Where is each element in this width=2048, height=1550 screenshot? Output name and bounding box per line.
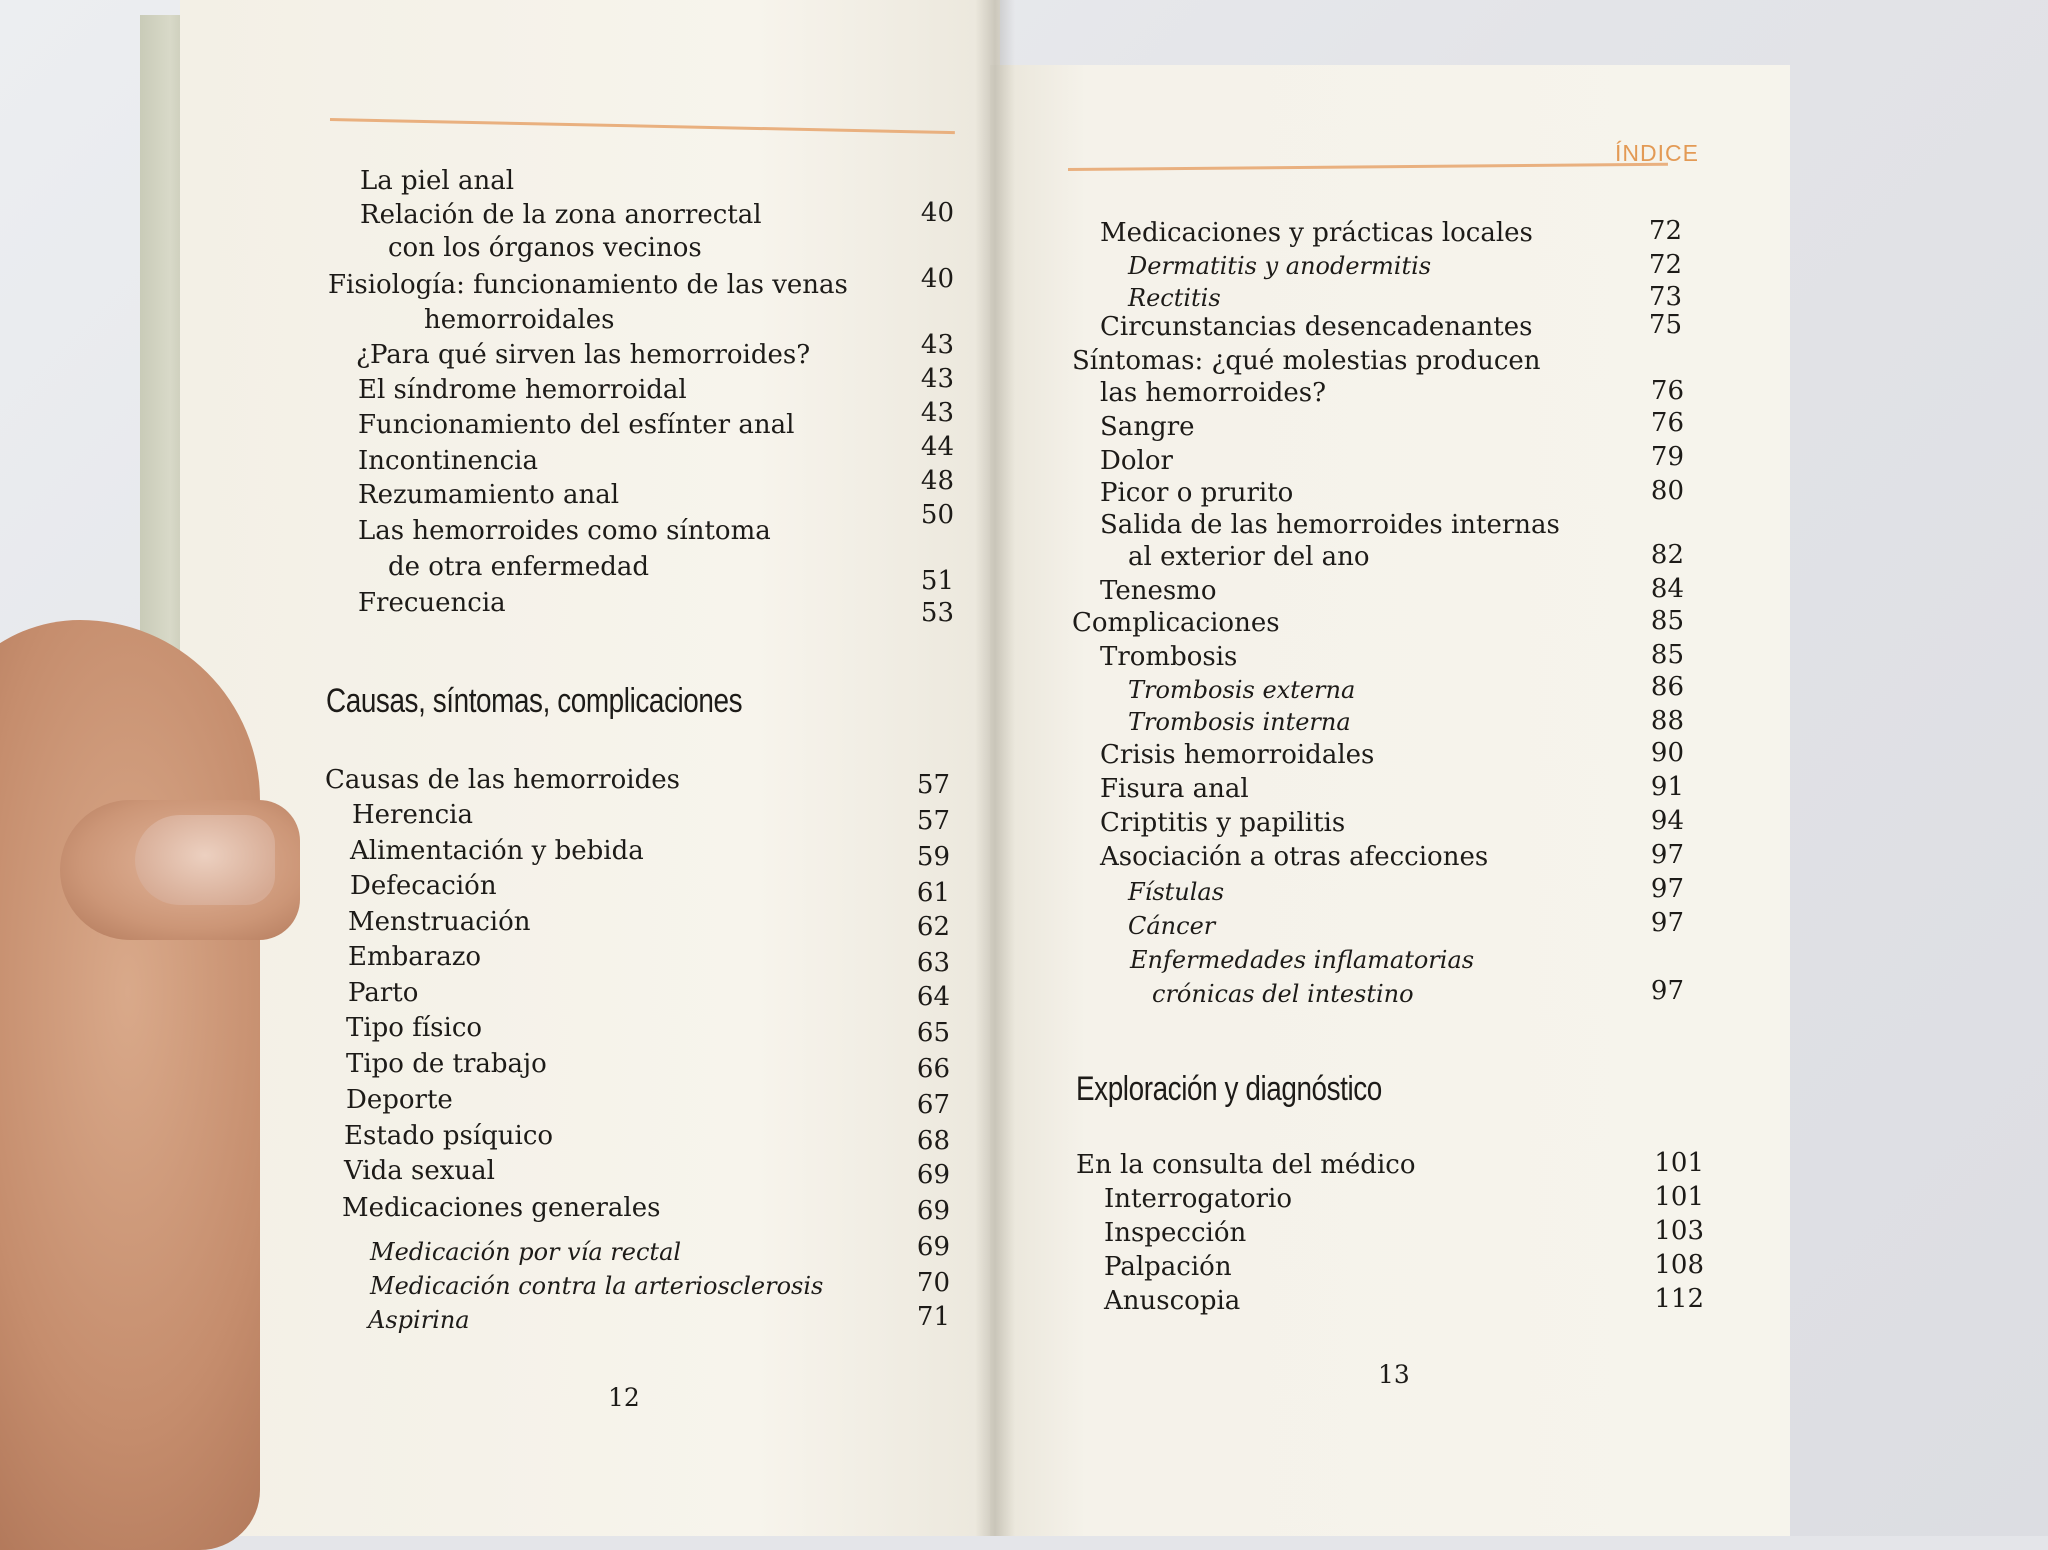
toc-entry: Interrogatorio: [1104, 1184, 1293, 1214]
toc-entry: Embarazo: [348, 942, 482, 972]
toc-page-number: 91: [1650, 772, 1684, 802]
toc-entry: Fisura anal: [1100, 774, 1249, 804]
toc-page-number: 51: [920, 566, 954, 596]
toc-page-number: 101: [1654, 1148, 1704, 1178]
toc-entry: Funcionamiento del esfínter anal: [358, 410, 795, 440]
toc-page-number: 80: [1650, 476, 1684, 506]
toc-page-number: 90: [1650, 738, 1684, 768]
toc-entry: Inspección: [1104, 1218, 1247, 1248]
toc-page-number: 69: [916, 1160, 950, 1190]
page-number-right: 13: [1378, 1360, 1410, 1389]
toc-entry: Palpación: [1104, 1252, 1232, 1282]
toc-page-number: 84: [1650, 574, 1684, 604]
page-number-left: 12: [608, 1383, 640, 1412]
toc-entry: Síntomas: ¿qué molestias producen: [1072, 346, 1541, 376]
toc-entry: Rectitis: [1128, 284, 1221, 312]
toc-page-number: 69: [916, 1196, 950, 1226]
toc-page-number: 85: [1650, 640, 1684, 670]
toc-entry: Vida sexual: [344, 1156, 495, 1186]
toc-page-number: 66: [916, 1054, 950, 1084]
book-gutter: [975, 0, 1015, 1536]
toc-entry: Parto: [348, 978, 419, 1008]
toc-entry: Las hemorroides como síntoma: [358, 516, 771, 546]
toc-page-number: 73: [1648, 282, 1682, 312]
toc-entry: La piel anal: [360, 166, 515, 196]
toc-page-number: 65: [916, 1018, 950, 1048]
toc-entry: En la consulta del médico: [1076, 1150, 1416, 1180]
toc-entry: Tipo físico: [346, 1013, 483, 1043]
toc-page-number: 40: [920, 198, 954, 228]
toc-entry: Enfermedades inflamatorias: [1130, 946, 1475, 974]
toc-page-number: 112: [1654, 1284, 1704, 1314]
toc-entry: Deporte: [346, 1085, 453, 1115]
toc-entry: Cáncer: [1128, 912, 1216, 940]
toc-entry: Medicación contra la arteriosclerosis: [370, 1272, 824, 1300]
toc-entry: Herencia: [352, 800, 473, 830]
toc-page-number: 40: [920, 264, 954, 294]
toc-entry: Dolor: [1100, 446, 1173, 476]
toc-page-number: 72: [1648, 216, 1682, 246]
toc-entry: Criptitis y papilitis: [1100, 808, 1346, 838]
toc-entry: Medicaciones y prácticas locales: [1100, 218, 1533, 248]
toc-page-number: 97: [1650, 840, 1684, 870]
toc-page-number: 63: [916, 948, 950, 978]
toc-entry: Aspirina: [368, 1306, 470, 1334]
toc-page-number: 97: [1650, 874, 1684, 904]
toc-page-number: 103: [1654, 1216, 1704, 1246]
toc-page-number: 71: [916, 1302, 950, 1332]
toc-entry: Incontinencia: [358, 446, 538, 476]
toc-page-number: 64: [916, 982, 950, 1012]
toc-entry: Estado psíquico: [344, 1121, 554, 1151]
toc-entry: Dermatitis y anodermitis: [1128, 252, 1432, 280]
toc-page-number: 57: [916, 770, 950, 800]
toc-page-number: 72: [1648, 250, 1682, 280]
toc-entry: con los órganos vecinos: [388, 233, 702, 263]
toc-entry: Causas de las hemorroides: [325, 765, 680, 795]
toc-page-number: 67: [916, 1090, 950, 1120]
toc-page-number: 44: [920, 432, 954, 462]
toc-entry: Medicación por vía rectal: [370, 1238, 682, 1266]
toc-page-number: 43: [920, 330, 954, 360]
toc-entry: Trombosis externa: [1128, 676, 1356, 704]
toc-page-number: 85: [1650, 606, 1684, 636]
toc-entry: Crisis hemorroidales: [1100, 740, 1375, 770]
toc-entry: Alimentación y bebida: [350, 836, 644, 866]
toc-entry: Sangre: [1100, 412, 1195, 442]
toc-page-number: 88: [1650, 706, 1684, 736]
thumbnail: [135, 815, 275, 905]
toc-page-number: 50: [920, 500, 954, 530]
toc-entry: Rezumamiento anal: [358, 480, 620, 510]
section-heading-causas: Causas, síntomas, complicaciones: [326, 682, 743, 720]
toc-entry: Relación de la zona anorrectal: [360, 200, 762, 230]
toc-entry: Salida de las hemorroides internas: [1100, 510, 1560, 540]
toc-entry: ¿Para qué sirven las hemorroides?: [356, 340, 811, 370]
toc-page-number: 62: [916, 912, 950, 942]
toc-page-number: 69: [916, 1232, 950, 1262]
toc-page-number: 53: [920, 598, 954, 628]
toc-entry: Fístulas: [1128, 878, 1225, 906]
toc-entry: El síndrome hemorroidal: [358, 375, 687, 405]
section-heading-exploracion: Exploración y diagnóstico: [1076, 1070, 1382, 1108]
toc-entry: Frecuencia: [358, 588, 506, 618]
toc-entry: Trombosis interna: [1128, 708, 1351, 736]
toc-page-number: 59: [916, 842, 950, 872]
toc-page-number: 48: [920, 466, 954, 496]
toc-page-number: 68: [916, 1126, 950, 1156]
toc-entry: crónicas del intestino: [1152, 980, 1414, 1008]
toc-page-number: 76: [1650, 376, 1684, 406]
toc-page-number: 61: [916, 878, 950, 908]
toc-entry: Fisiología: funcionamiento de las venas: [328, 270, 848, 300]
toc-entry: Anuscopia: [1104, 1286, 1241, 1316]
toc-page-number: 76: [1650, 408, 1684, 438]
toc-entry: Medicaciones generales: [342, 1193, 661, 1223]
toc-entry: Menstruación: [348, 907, 531, 937]
running-head: ÍNDICE: [1615, 140, 1699, 166]
toc-entry: Tenesmo: [1100, 576, 1217, 606]
toc-page-number: 79: [1650, 442, 1684, 472]
toc-page-number: 43: [920, 364, 954, 394]
toc-entry: al exterior del ano: [1128, 542, 1370, 572]
toc-page-number: 70: [916, 1268, 950, 1298]
toc-page-number: 97: [1650, 976, 1684, 1006]
toc-entry: de otra enfermedad: [388, 552, 649, 582]
toc-page-number: 43: [920, 398, 954, 428]
toc-entry: Complicaciones: [1072, 608, 1280, 638]
toc-page-number: 82: [1650, 540, 1684, 570]
toc-page-number: 94: [1650, 806, 1684, 836]
toc-page-number: 101: [1654, 1182, 1704, 1212]
toc-page-number: 57: [916, 806, 950, 836]
toc-page-number: 86: [1650, 672, 1684, 702]
toc-entry: las hemorroides?: [1100, 378, 1327, 408]
toc-entry: Circunstancias desencadenantes: [1100, 312, 1533, 342]
toc-page-number: 108: [1654, 1250, 1704, 1280]
toc-page-number: 97: [1650, 908, 1684, 938]
toc-entry: Tipo de trabajo: [346, 1049, 547, 1079]
toc-entry: Asociación a otras afecciones: [1100, 842, 1489, 872]
toc-entry: Trombosis: [1100, 642, 1238, 672]
toc-entry: Picor o prurito: [1100, 478, 1294, 508]
toc-page-number: 75: [1648, 310, 1682, 340]
toc-entry: hemorroidales: [424, 305, 615, 335]
hand: [0, 620, 260, 1550]
toc-entry: Defecación: [350, 871, 497, 901]
